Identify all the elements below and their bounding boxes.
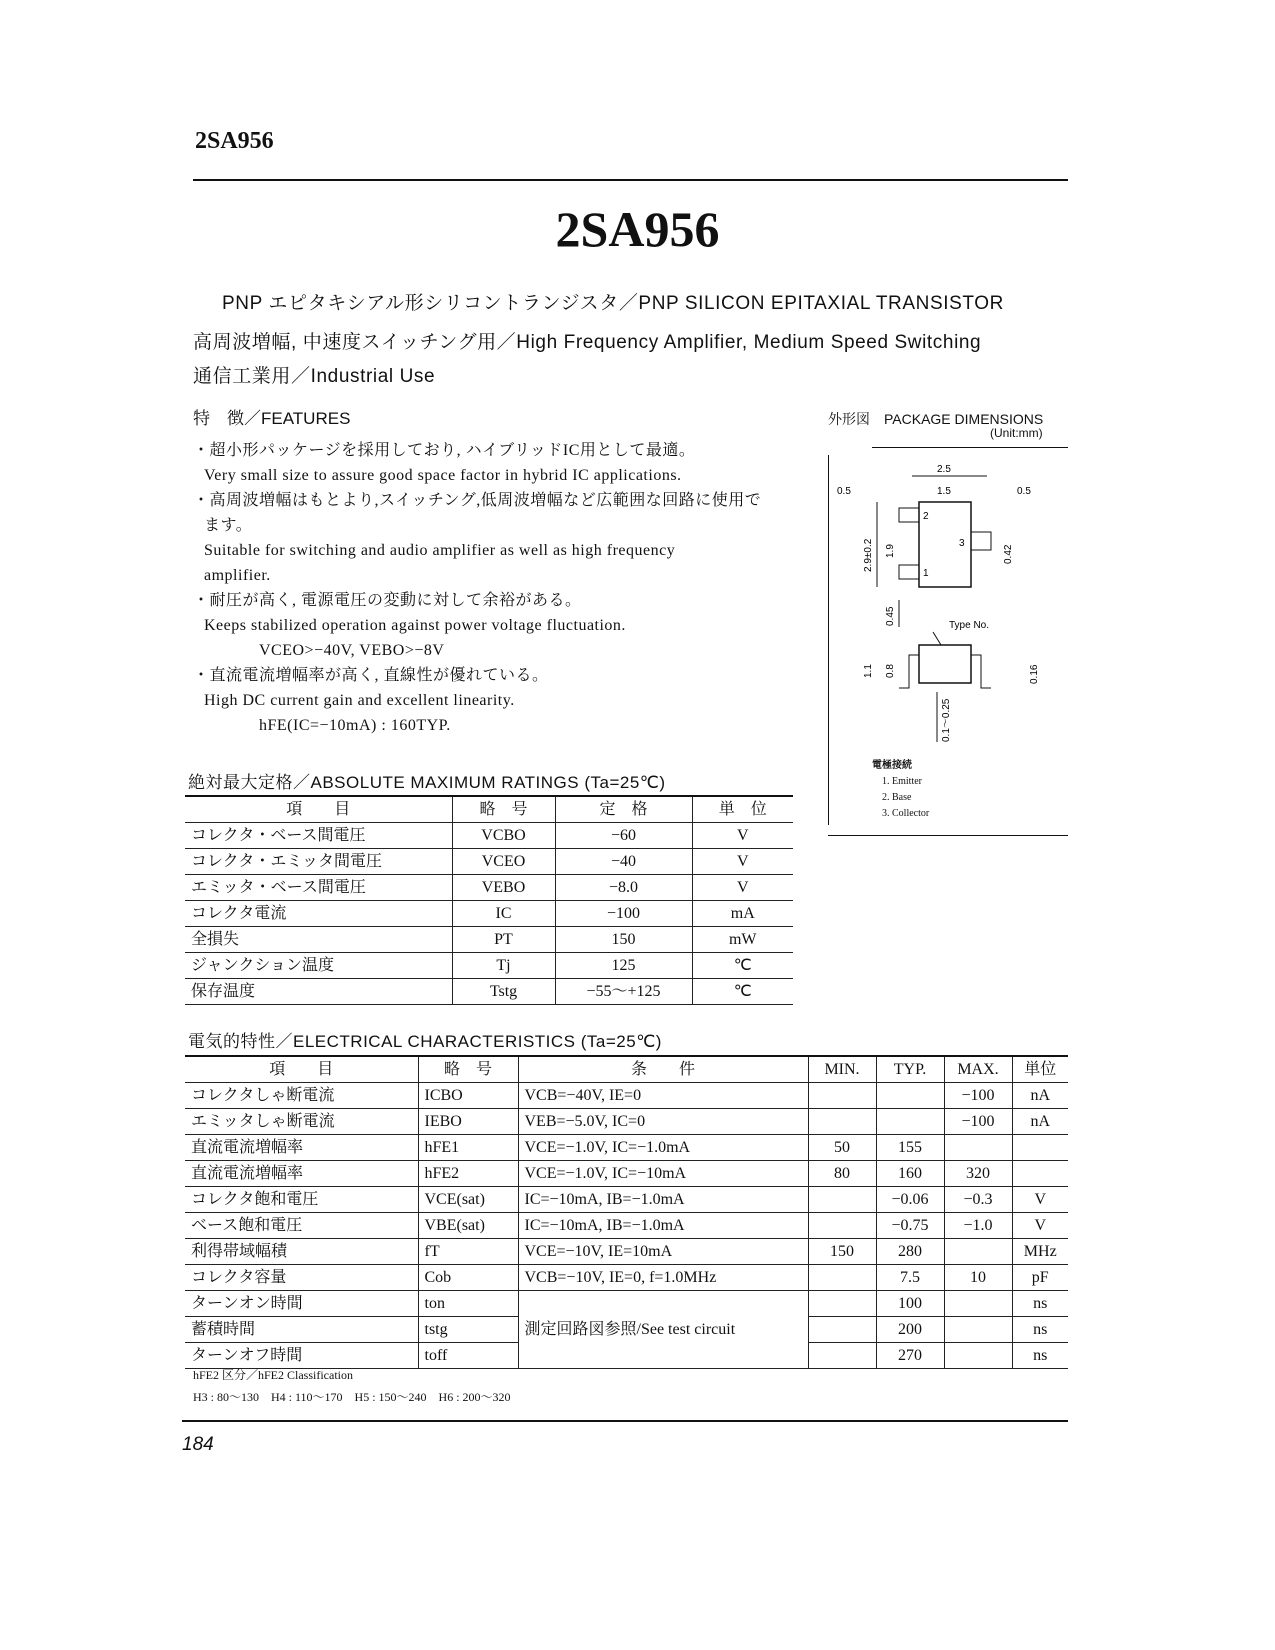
table-cell: PT — [452, 927, 555, 953]
table-row — [185, 901, 793, 927]
dim-1.9: 1.9 — [885, 544, 896, 558]
column-header: 条 件 — [518, 1056, 808, 1083]
table-cell: tstg — [418, 1317, 518, 1343]
table-cell: VCB=−10V, IE=0, f=1.0MHz — [518, 1265, 808, 1291]
table-cell: VCB=−40V, IE=0 — [518, 1083, 808, 1109]
table-row — [185, 1239, 1068, 1265]
table-row — [185, 953, 793, 979]
table-cell: ベース飽和電圧 — [185, 1213, 418, 1239]
column-header: 単 位 — [692, 796, 793, 823]
table-row — [185, 1161, 1068, 1187]
table-cell — [808, 1265, 876, 1291]
table-cell: コレクタ・エミッタ間電圧 — [185, 849, 452, 875]
table-cell: ターンオン時間 — [185, 1291, 418, 1317]
feature-line: Suitable for switching and audio amplifier as well as high frequency — [204, 542, 676, 559]
table-cell — [944, 1317, 1012, 1343]
table-cell: hFE1 — [418, 1135, 518, 1161]
column-header: TYP. — [876, 1056, 944, 1083]
column-header: 項 目 — [185, 796, 452, 823]
dim-0.45: 0.45 — [885, 606, 896, 626]
column-header: 単位 — [1012, 1056, 1068, 1083]
column-header: 略 号 — [452, 796, 555, 823]
subtitle-1: PNP エピタキシアル形シリコントランジスタ／PNP SILICON EPITAXIAL TRANSISTOR — [222, 293, 1004, 314]
table-cell: VBE(sat) — [418, 1213, 518, 1239]
table-cell: Tstg — [452, 979, 555, 1005]
table-cell: VCE=−1.0V, IC=−1.0mA — [518, 1135, 808, 1161]
table-cell: V — [692, 875, 793, 901]
feature-line: amplifier. — [204, 567, 271, 584]
dim-2.5: 2.5 — [937, 464, 951, 475]
table-cell: コレクタ容量 — [185, 1265, 418, 1291]
table-cell: ℃ — [692, 979, 793, 1005]
package-side-rule — [828, 455, 829, 825]
table-cell — [876, 1083, 944, 1109]
table-cell: 200 — [876, 1317, 944, 1343]
feature-line: ・高周波増幅はもとより,スイッチング,低周波増幅など広範囲な回路に使用で — [193, 492, 762, 509]
elec-table — [185, 1055, 1068, 1369]
table-cell: pF — [1012, 1265, 1068, 1291]
table-row — [185, 875, 793, 901]
test-circuit-note: 測定回路図参照/See test circuit — [518, 1291, 808, 1369]
table-cell — [1012, 1161, 1068, 1187]
subtitle-3: 通信工業用／Industrial Use — [193, 366, 436, 387]
table-row — [185, 1109, 1068, 1135]
table-cell: nA — [1012, 1109, 1068, 1135]
table-cell — [1012, 1135, 1068, 1161]
table-cell: 150 — [555, 927, 692, 953]
features-heading: 特 徴／FEATURES — [193, 409, 351, 428]
table-cell: エミッタ・ベース間電圧 — [185, 875, 452, 901]
table-row — [185, 849, 793, 875]
table-cell — [808, 1109, 876, 1135]
table-row — [185, 979, 793, 1005]
table-cell: ns — [1012, 1291, 1068, 1317]
table-cell: V — [692, 849, 793, 875]
table-cell: nA — [1012, 1083, 1068, 1109]
table-cell: −60 — [555, 823, 692, 849]
package-unit: (Unit:mm) — [990, 426, 1043, 440]
table-cell — [944, 1135, 1012, 1161]
dim-1.5: 1.5 — [937, 486, 951, 497]
table-cell: ns — [1012, 1343, 1068, 1369]
table-cell: VEB=−5.0V, IC=0 — [518, 1109, 808, 1135]
table-cell — [944, 1343, 1012, 1369]
table-cell: 280 — [876, 1239, 944, 1265]
table-cell: ns — [1012, 1317, 1068, 1343]
table-cell: 270 — [876, 1343, 944, 1369]
table-cell: mA — [692, 901, 793, 927]
table-cell: −0.75 — [876, 1213, 944, 1239]
dim-2.9: 2.9±0.2 — [863, 538, 874, 572]
table-cell: IEBO — [418, 1109, 518, 1135]
subtitle-2: 高周波増幅, 中速度スイッチング用／High Frequency Amplifier, Medium Speed Switching — [193, 332, 982, 353]
classification-title: hFE2 区分／hFE2 Classification — [193, 1368, 353, 1382]
header-rule — [193, 179, 1068, 181]
table-cell: ジャンクション温度 — [185, 953, 452, 979]
table-row — [185, 1083, 1068, 1109]
table-cell: コレクタしゃ断電流 — [185, 1083, 418, 1109]
table-cell: コレクタ・ベース間電圧 — [185, 823, 452, 849]
dim-0.8: 0.8 — [885, 664, 896, 678]
table-row — [185, 1265, 1068, 1291]
table-header-row — [185, 1056, 1068, 1083]
pin-2: 2 — [923, 511, 929, 522]
table-cell: −100 — [944, 1083, 1012, 1109]
pin-legend-item: 1. Emitter — [882, 776, 922, 787]
package-drawing — [832, 452, 1068, 747]
table-cell: −100 — [944, 1109, 1012, 1135]
package-rule — [872, 447, 1068, 448]
table-cell: ターンオフ時間 — [185, 1343, 418, 1369]
table-cell: 125 — [555, 953, 692, 979]
table-cell: V — [1012, 1213, 1068, 1239]
table-row — [185, 1135, 1068, 1161]
table-row — [185, 823, 793, 849]
column-header: 定 格 — [555, 796, 692, 823]
table-cell: IC — [452, 901, 555, 927]
classification-line: H3 : 80～130 H4 : 110～170 H5 : 150～240 H6 : 200～320 — [193, 1390, 511, 1404]
feature-line: High DC current gain and excellent linearity. — [204, 692, 515, 709]
abs-max-heading: 絶対最大定格／ABSOLUTE MAXIMUM RATINGS (Ta=25℃) — [188, 773, 666, 792]
table-cell: 80 — [808, 1161, 876, 1187]
table-cell: −100 — [555, 901, 692, 927]
feature-line: ・超小形パッケージを採用しており, ハイブリッドIC用として最適。 — [193, 442, 696, 459]
dim-0.1-0.25: 0.1～0.25 — [941, 698, 952, 742]
table-cell: 10 — [944, 1265, 1012, 1291]
table-cell: mW — [692, 927, 793, 953]
column-header: MAX. — [944, 1056, 1012, 1083]
table-cell: 150 — [808, 1239, 876, 1265]
column-header: 項 目 — [185, 1056, 418, 1083]
elec-heading: 電気的特性／ELECTRICAL CHARACTERISTICS (Ta=25℃) — [188, 1032, 662, 1051]
features-list — [193, 438, 761, 738]
feature-line: ・直流電流増幅率が高く, 直線性が優れている。 — [193, 667, 549, 684]
feature-line: VCEO>−40V, VEBO>−8V — [259, 642, 445, 659]
table-cell: 160 — [876, 1161, 944, 1187]
table-cell: コレクタ飽和電圧 — [185, 1187, 418, 1213]
table-cell: hFE2 — [418, 1161, 518, 1187]
table-header-row — [185, 796, 793, 823]
pin-3: 3 — [959, 538, 965, 549]
dim-0.5b: 0.5 — [1017, 486, 1031, 497]
pin-legend — [872, 758, 929, 822]
table-cell: VCE=−10V, IE=10mA — [518, 1239, 808, 1265]
type-no-label: Type No. — [949, 620, 990, 631]
pin-legend-item: 2. Base — [882, 792, 912, 803]
dim-1.1: 1.1 — [863, 664, 874, 678]
table-cell: VCBO — [452, 823, 555, 849]
table-cell: −0.06 — [876, 1187, 944, 1213]
dim-0.5: 0.5 — [837, 486, 851, 497]
table-cell — [808, 1343, 876, 1369]
table-cell: 50 — [808, 1135, 876, 1161]
table-cell — [944, 1291, 1012, 1317]
feature-line: ます。 — [204, 517, 253, 534]
table-row — [185, 1291, 1068, 1317]
table-cell: −1.0 — [944, 1213, 1012, 1239]
table-cell — [944, 1239, 1012, 1265]
table-cell: V — [1012, 1187, 1068, 1213]
table-cell — [808, 1213, 876, 1239]
pin-1: 1 — [923, 568, 929, 579]
table-cell: ICBO — [418, 1083, 518, 1109]
header-part-number: 2SA956 — [195, 128, 274, 154]
table-cell: エミッタしゃ断電流 — [185, 1109, 418, 1135]
page-title: 2SA956 — [555, 201, 720, 257]
table-cell: 155 — [876, 1135, 944, 1161]
table-cell: V — [692, 823, 793, 849]
table-cell: −0.3 — [944, 1187, 1012, 1213]
column-header: MIN. — [808, 1056, 876, 1083]
table-cell: −8.0 — [555, 875, 692, 901]
dim-0.42: 0.42 — [1003, 544, 1014, 564]
table-row — [185, 1213, 1068, 1239]
table-cell: 320 — [944, 1161, 1012, 1187]
table-cell: 直流電流増幅率 — [185, 1161, 418, 1187]
table-cell: −55～+125 — [555, 979, 692, 1005]
table-cell: MHz — [1012, 1239, 1068, 1265]
table-cell: 保存温度 — [185, 979, 452, 1005]
table-row — [185, 1187, 1068, 1213]
table-cell: コレクタ電流 — [185, 901, 452, 927]
footer-rule — [182, 1420, 1068, 1422]
feature-line: hFE(IC=−10mA) : 160TYP. — [259, 717, 451, 734]
package-bottom-rule — [828, 835, 1068, 836]
table-cell — [808, 1317, 876, 1343]
dim-0.16: 0.16 — [1029, 664, 1040, 684]
table-cell: 利得帯域幅積 — [185, 1239, 418, 1265]
table-cell — [808, 1291, 876, 1317]
table-cell: ton — [418, 1291, 518, 1317]
table-cell: 蓄積時間 — [185, 1317, 418, 1343]
package-heading: 外形図 PACKAGE DIMENSIONS — [828, 411, 1044, 427]
table-cell: IC=−10mA, IB=−1.0mA — [518, 1187, 808, 1213]
column-header: 略 号 — [418, 1056, 518, 1083]
feature-line: Keeps stabilized operation against power voltage fluctuation. — [204, 617, 626, 634]
table-cell — [808, 1083, 876, 1109]
table-cell: fT — [418, 1239, 518, 1265]
table-cell — [808, 1187, 876, 1213]
table-cell: 直流電流増幅率 — [185, 1135, 418, 1161]
feature-line: Very small size to assure good space factor in hybrid IC applications. — [204, 467, 682, 484]
table-cell: 全損失 — [185, 927, 452, 953]
table-cell: Tj — [452, 953, 555, 979]
pin-legend-item: 3. Collector — [882, 808, 930, 819]
table-cell: VCE=−1.0V, IC=−10mA — [518, 1161, 808, 1187]
table-cell: ℃ — [692, 953, 793, 979]
abs-max-table — [185, 795, 793, 1005]
table-cell — [876, 1109, 944, 1135]
pin-legend-title: 電極接続 — [872, 760, 912, 771]
table-cell: 7.5 — [876, 1265, 944, 1291]
table-cell: Cob — [418, 1265, 518, 1291]
table-cell: VCEO — [452, 849, 555, 875]
table-cell: IC=−10mA, IB=−1.0mA — [518, 1213, 808, 1239]
table-row — [185, 927, 793, 953]
page-number: 184 — [182, 1434, 214, 1455]
table-cell: VEBO — [452, 875, 555, 901]
table-cell: −40 — [555, 849, 692, 875]
table-cell: VCE(sat) — [418, 1187, 518, 1213]
table-cell: toff — [418, 1343, 518, 1369]
feature-line: ・耐圧が高く, 電源電圧の変動に対して余裕がある。 — [193, 592, 582, 609]
table-cell: 100 — [876, 1291, 944, 1317]
